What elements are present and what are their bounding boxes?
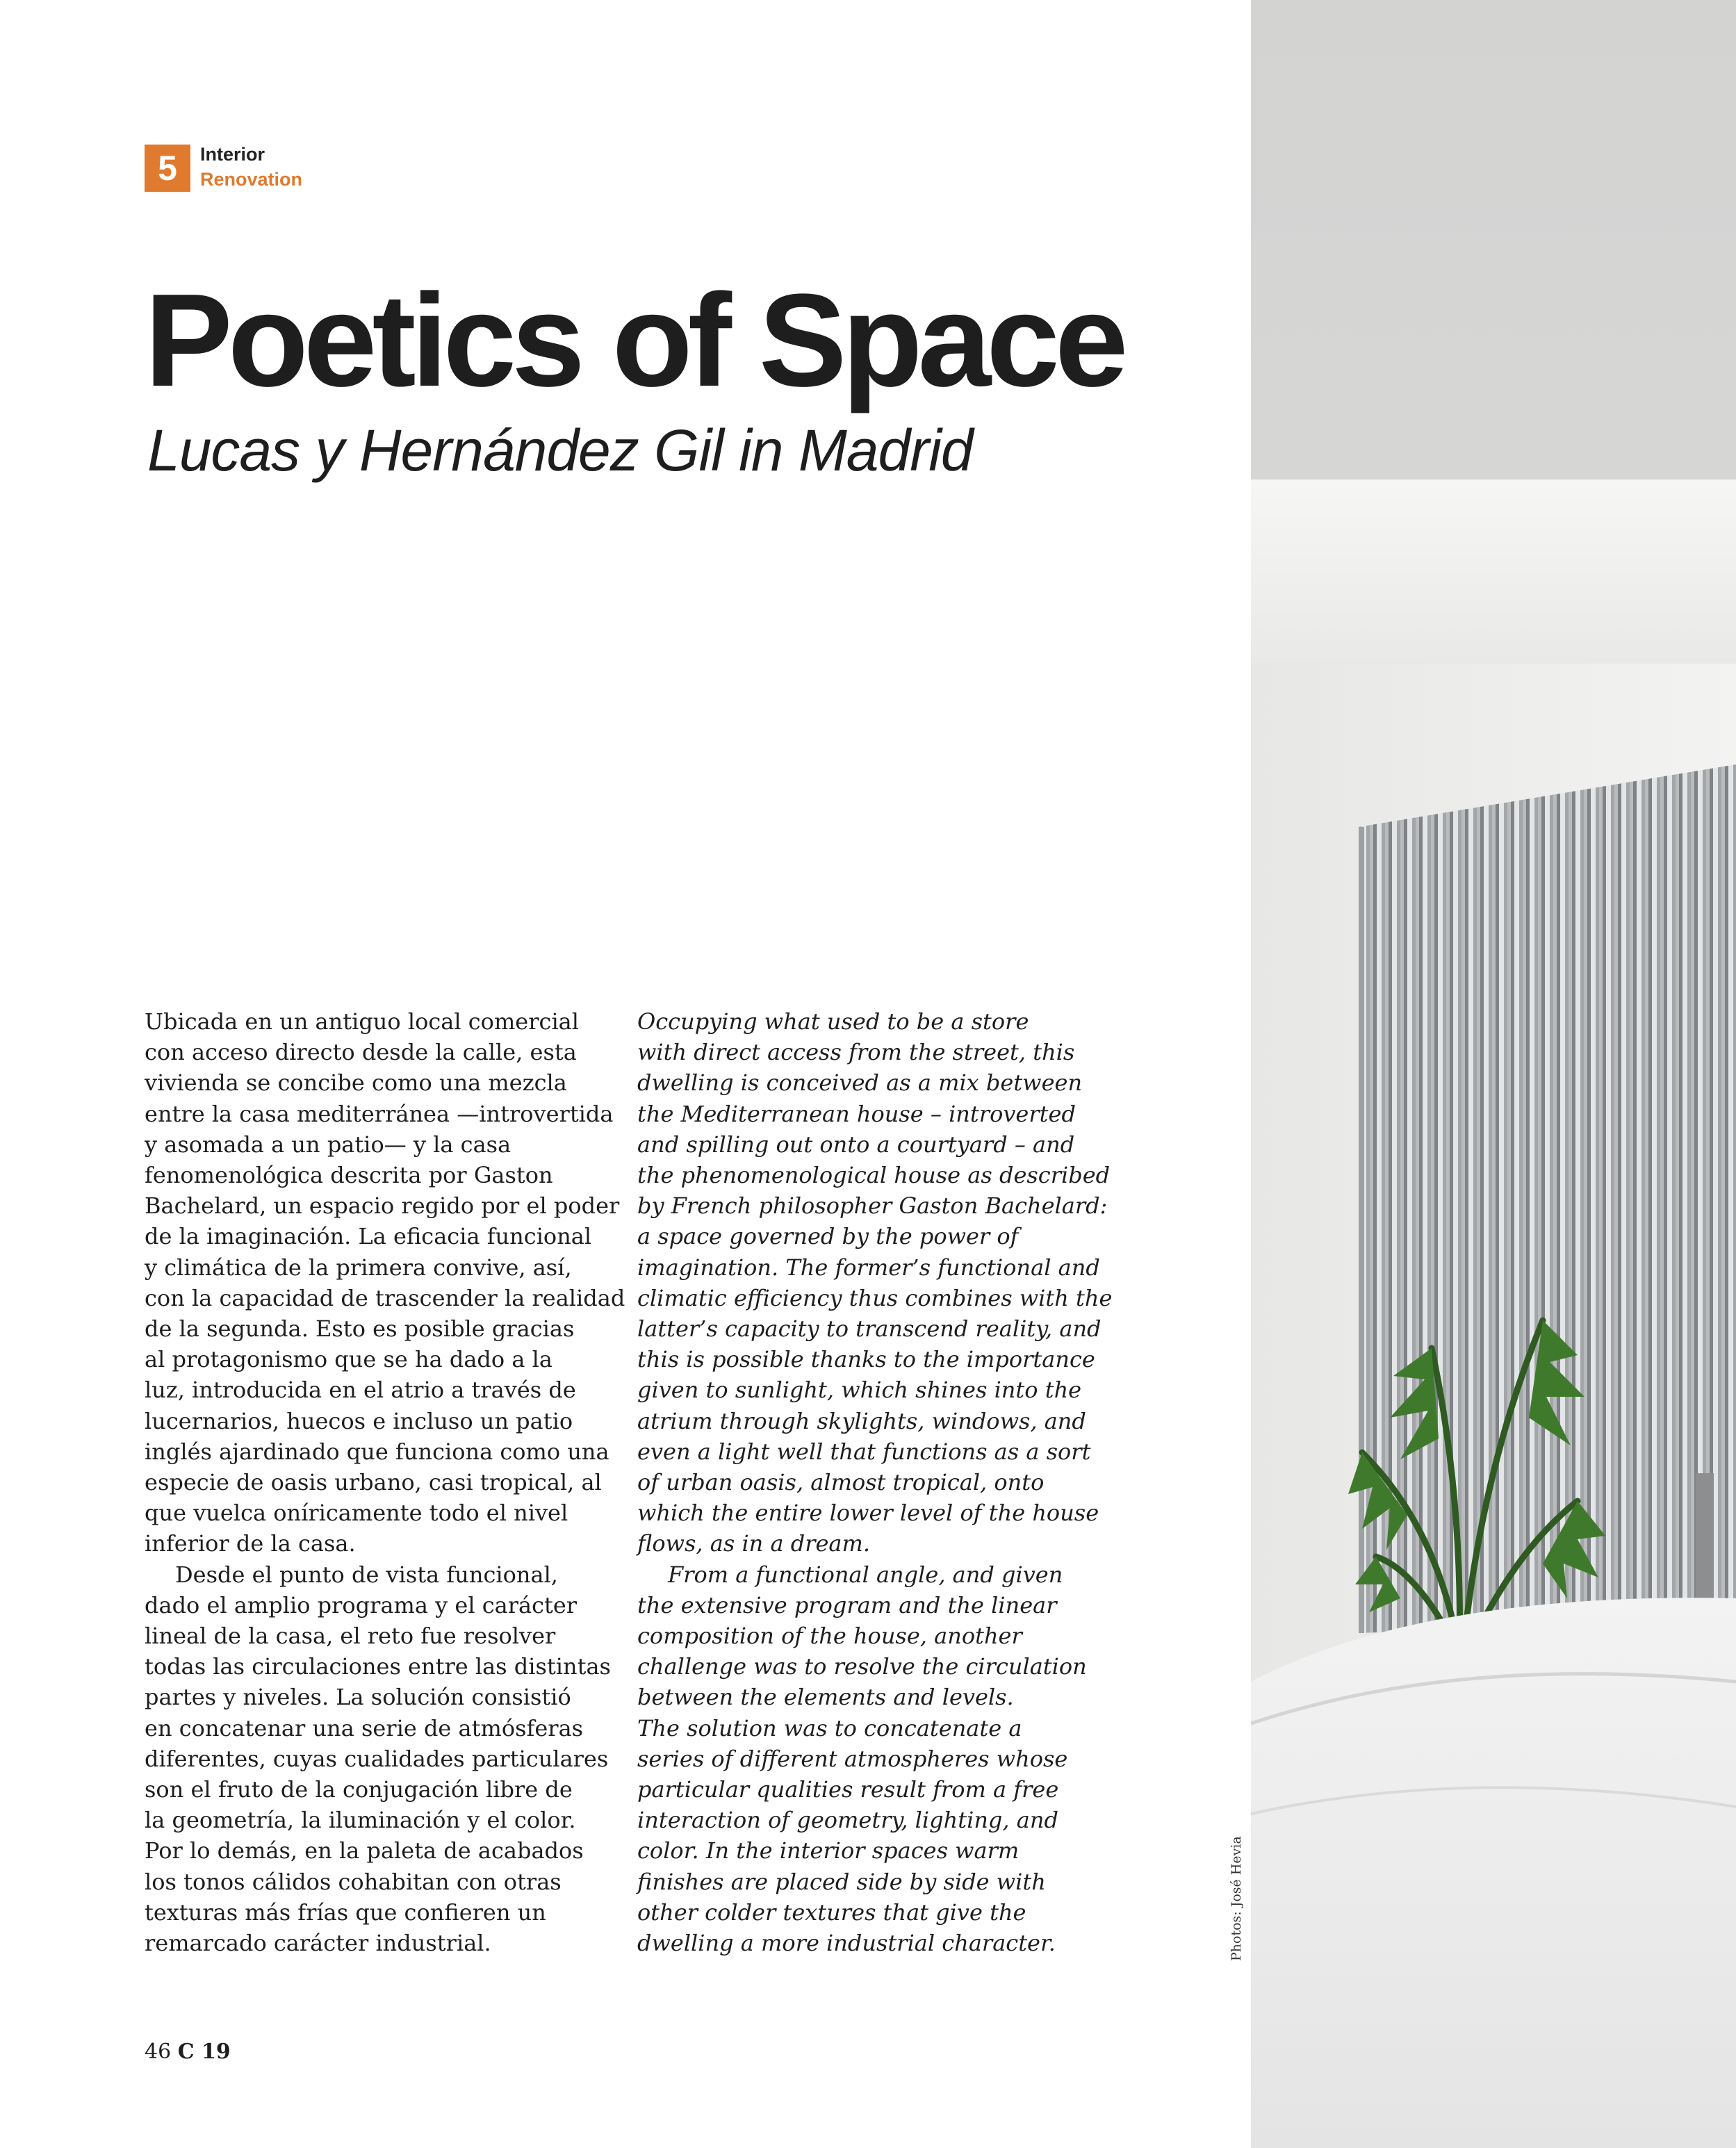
- text-line: remarcado carácter industrial.: [145, 1930, 491, 1957]
- text-line: la geometría, la iluminación y el color.: [145, 1807, 576, 1834]
- article-subtitle: Lucas y Hernández Gil in Madrid: [147, 418, 973, 483]
- page-number: 46: [145, 2040, 172, 2064]
- text-line: lineal de la casa, el reto fue resolver: [145, 1623, 556, 1650]
- text-line: and spilling out onto a courtyard – and: [637, 1131, 1075, 1158]
- text-line: vivienda se concibe como una mezcla: [145, 1069, 567, 1097]
- text-line: by French philosopher Gaston Bachelard:: [637, 1192, 1108, 1220]
- text-line: Desde el punto de vista funcional,: [175, 1561, 558, 1588]
- text-line: The solution was to concatenate a: [637, 1714, 1022, 1741]
- spanish-text-column: [145, 1006, 625, 1958]
- text-line: partes y niveles. La solución consistió: [145, 1684, 571, 1711]
- text-line: y climática de la primera convive, así,: [145, 1254, 572, 1281]
- text-line: luz, introducida en el atrio a través de: [145, 1377, 576, 1404]
- text-line: flows, as in a dream.: [637, 1530, 871, 1557]
- text-line: the Mediterranean house – introverted: [637, 1100, 1076, 1127]
- text-line: of urban oasis, almost tropical, onto: [637, 1469, 1045, 1496]
- text-line: particular qualities result from a free: [637, 1776, 1059, 1803]
- page-folio: [145, 2040, 231, 2064]
- text-line: which the entire lower level of the house: [637, 1500, 1099, 1527]
- text-line: other colder textures that give the: [637, 1899, 1026, 1926]
- interior-photo: [1251, 0, 1736, 2148]
- text-line: with direct access from the street, this: [637, 1039, 1075, 1066]
- magazine-issue: C 19: [177, 2040, 231, 2064]
- text-line: imagination. The former’s functional and: [637, 1254, 1100, 1281]
- section-subcategory: Renovation: [200, 169, 303, 190]
- text-line: de la segunda. Esto es posible gracias: [145, 1315, 575, 1343]
- text-line: latter’s capacity to transcend reality, and: [637, 1315, 1102, 1343]
- text-line: Por lo demás, en la paleta de acabados: [145, 1837, 584, 1864]
- text-line: series of different atmospheres whose: [637, 1745, 1068, 1772]
- text-line: todas las circulaciones entre las distintas: [145, 1653, 611, 1680]
- text-line: color. In the interior spaces warm: [637, 1837, 1020, 1864]
- text-line: interaction of geometry, lighting, and: [637, 1807, 1058, 1834]
- photo-credit: Photos: José Hevia: [1229, 1836, 1244, 1961]
- article-title: Poetics of Space: [145, 267, 1124, 414]
- text-line: con acceso directo desde la calle, esta: [145, 1039, 577, 1066]
- text-line: climatic efficiency thus combines with the: [637, 1284, 1113, 1311]
- section-category: Interior: [200, 144, 265, 165]
- text-line: diferentes, cuyas cualidades particulares: [145, 1745, 609, 1772]
- text-line: Bachelard, un espacio regido por el poder: [145, 1192, 620, 1220]
- text-line: composition of the house, another: [637, 1623, 1022, 1650]
- text-line: inferior de la casa.: [145, 1530, 356, 1557]
- text-line: challenge was to resolve the circulation: [637, 1653, 1087, 1680]
- text-line: al protagonismo que se ha dado a la: [145, 1346, 552, 1373]
- text-line: From a functional angle, and given: [668, 1561, 1063, 1588]
- text-line: lucernarios, huecos e incluso un patio: [145, 1407, 573, 1434]
- text-line: atrium through skylights, windows, and: [637, 1407, 1086, 1434]
- section-labels: [200, 142, 302, 192]
- text-line: especie de oasis urbano, casi tropical, al: [145, 1469, 602, 1496]
- text-line: a space governed by the power of: [637, 1223, 1019, 1250]
- text-line: con la capacidad de trascender la realidad: [145, 1284, 625, 1311]
- text-line: the extensive program and the linear: [637, 1591, 1057, 1618]
- text-line: en concatenar una serie de atmósferas: [145, 1714, 584, 1741]
- section-tag: [145, 145, 302, 192]
- text-line: this is possible thanks to the importance: [637, 1346, 1095, 1373]
- text-line: son el fruto de la conjugación libre de: [145, 1776, 573, 1803]
- text-line: given to sunlight, which shines into the: [637, 1377, 1082, 1404]
- text-line: dwelling is conceived as a mix between: [637, 1069, 1083, 1097]
- text-line: even a light well that functions as a sort: [637, 1438, 1091, 1465]
- text-line: fenomenológica descrita por Gaston: [145, 1162, 553, 1189]
- text-line: los tonos cálidos cohabitan con otras: [145, 1868, 562, 1895]
- text-line: dado el amplio programa y el carácter: [145, 1591, 578, 1618]
- text-line: the phenomenological house as described: [637, 1162, 1111, 1189]
- english-text-column: [637, 1006, 1112, 1958]
- text-line: between the elements and levels.: [637, 1684, 1014, 1711]
- text-line: entre la casa mediterránea —introvertida: [145, 1100, 614, 1127]
- section-number: 5: [145, 145, 190, 192]
- text-line: Occupying what used to be a store: [637, 1008, 1029, 1035]
- text-line: de la imaginación. La eficacia funcional: [145, 1223, 592, 1250]
- text-line: dwelling a more industrial character.: [637, 1930, 1056, 1957]
- text-line: texturas más frías que confieren un: [145, 1899, 546, 1926]
- text-line: que vuelca oníricamente todo el nivel: [145, 1500, 568, 1527]
- text-line: Ubicada en un antiguo local comercial: [145, 1008, 579, 1035]
- text-line: y asomada a un patio— y la casa: [145, 1131, 511, 1158]
- text-line: finishes are placed side by side with: [637, 1868, 1046, 1895]
- text-line: inglés ajardinado que funciona como una: [145, 1438, 609, 1465]
